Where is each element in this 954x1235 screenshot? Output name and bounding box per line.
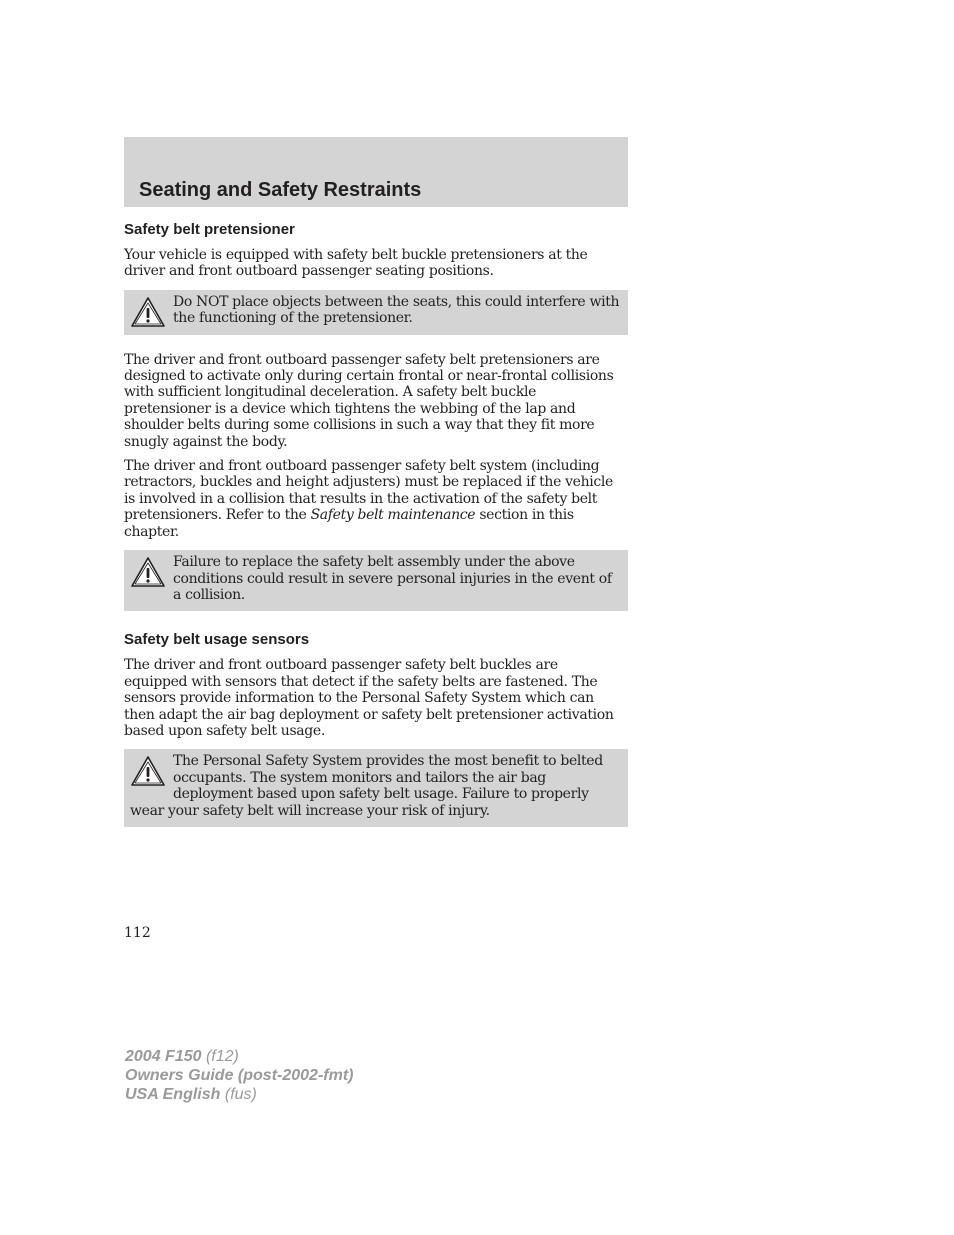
- paragraph-usage-sensors: The driver and front outboard passenger safety belt buckles are equipped with sensors that detect if the safety belts are fastened. The sensors provide information to the Personal Safety System which can then adapt the air bag deployment or safety belt pretensioner activation based upon safety belt usage.: [124, 657, 614, 739]
- footer-language-line: USA English (fus): [125, 1086, 257, 1103]
- warning-triangle-icon: [130, 296, 166, 328]
- warning-box: [124, 550, 628, 611]
- section-header-band: [124, 137, 628, 207]
- document-footer: [125, 1047, 353, 1104]
- heading-safety-belt-usage-sensors: Safety belt usage sensors: [124, 631, 310, 649]
- heading-safety-belt-pretensioner: Safety belt pretensioner: [124, 221, 295, 238]
- page-title: Seating and Safety Restraints: [139, 179, 422, 201]
- page-content: [124, 221, 620, 844]
- warning-triangle-icon: [130, 755, 166, 787]
- warning-triangle-icon: [130, 556, 166, 588]
- warning-box: [124, 290, 628, 335]
- paragraph-pretensioner-description: The driver and front outboard passenger safety belt pretensioners are designed to activate only during certain frontal or near-frontal collisions with sufficient longitudinal deceleration. A safety belt buckle pretensioner is a device which tightens the webbing of the lap and shoulder belts during some collisions in such a way that they fit more snugly against the body.: [124, 351, 614, 450]
- footer-model-line: 2004 F150 (f12): [125, 1048, 239, 1065]
- warning-text: Failure to replace the safety belt assembly under the above conditions could result in severe personal injuries in the event of a collision.: [173, 554, 612, 603]
- warning-box: [124, 749, 628, 827]
- warning-text: The Personal Safety System provides the most benefit to belted occupants. The system monitors and tailors the air bag deployment based upon safety belt usage. Failure to properly wear your safety belt will increase your risk of injury.: [130, 753, 603, 819]
- page-number: 112: [124, 925, 151, 941]
- cross-reference: Safety belt maintenance: [310, 507, 476, 524]
- paragraph-intro: Your vehicle is equipped with safety belt buckle pretensioners at the driver and front outboard passenger seating positions.: [124, 247, 588, 280]
- paragraph-replacement: The driver and front outboard passenger safety belt system (including retractors, buckles and height adjusters) must be replaced if the vehicle is involved in a collision that results in the activation of the safety belt pretensioners. Refer to the Safety belt maintenance section in this chapter.: [124, 458, 613, 540]
- warning-text: Do NOT place objects between the seats, this could interfere with the functioning of the pretensioner.: [173, 293, 620, 327]
- footer-guide-line: Owners Guide (post-2002-fmt): [125, 1067, 354, 1084]
